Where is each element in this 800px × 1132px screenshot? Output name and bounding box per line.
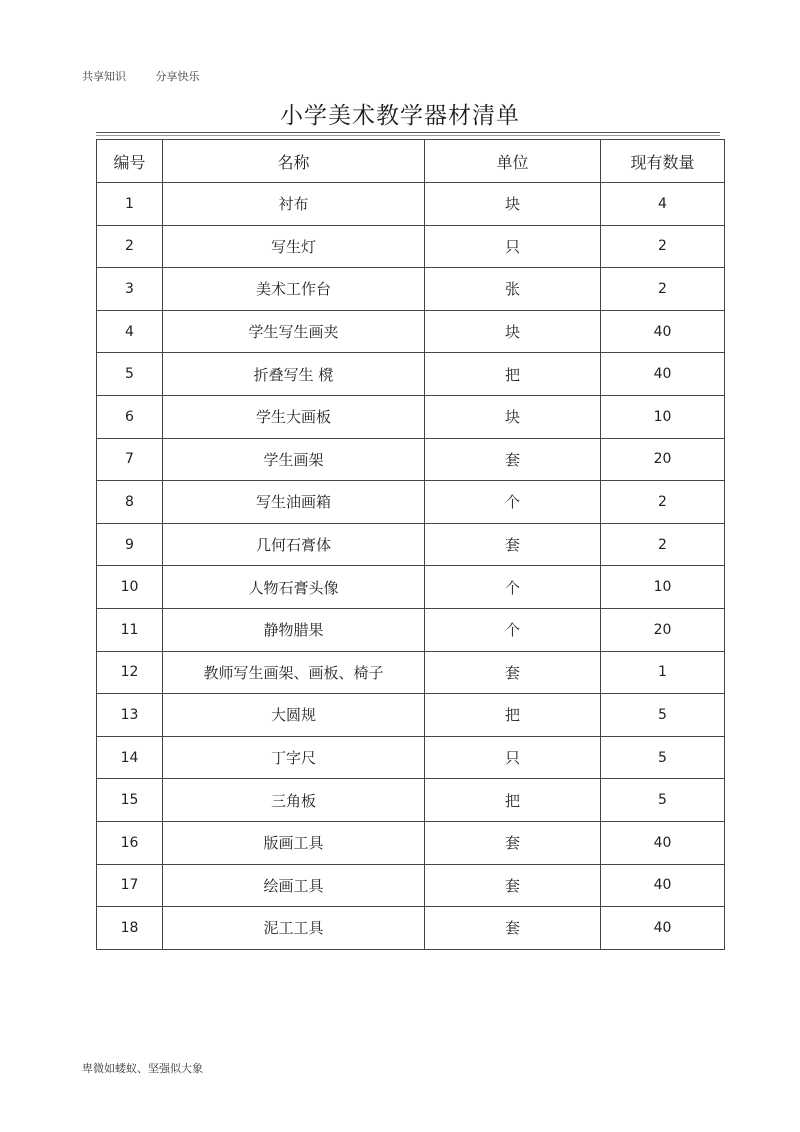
cell-number: 7 [97, 438, 163, 481]
cell-number: 5 [97, 353, 163, 396]
cell-number: 15 [97, 779, 163, 822]
table-row [97, 438, 725, 481]
table-row [97, 736, 725, 779]
cell-number: 3 [97, 268, 163, 311]
cell-unit: 个 [425, 566, 601, 609]
column-header-unit: 单位 [425, 140, 601, 183]
cell-quantity: 40 [601, 864, 725, 907]
cell-unit: 套 [425, 438, 601, 481]
cell-number: 18 [97, 907, 163, 950]
column-header-number: 编号 [97, 140, 163, 183]
cell-name: 衬布 [163, 183, 425, 226]
cell-name: 学生大画板 [163, 395, 425, 438]
cell-quantity: 5 [601, 736, 725, 779]
table-row [97, 608, 725, 651]
table-row [97, 183, 725, 226]
table-row [97, 395, 725, 438]
cell-number: 2 [97, 225, 163, 268]
cell-number: 8 [97, 481, 163, 524]
table-row [97, 225, 725, 268]
table-row [97, 310, 725, 353]
cell-number: 17 [97, 864, 163, 907]
page-title: 小学美术教学器材清单 [280, 103, 520, 129]
equipment-table [96, 139, 725, 950]
cell-unit: 只 [425, 225, 601, 268]
cell-number: 4 [97, 310, 163, 353]
table-row [97, 268, 725, 311]
table-row [97, 523, 725, 566]
cell-quantity: 40 [601, 310, 725, 353]
cell-name: 绘画工具 [163, 864, 425, 907]
cell-number: 10 [97, 566, 163, 609]
cell-number: 11 [97, 608, 163, 651]
cell-quantity: 2 [601, 481, 725, 524]
cell-quantity: 10 [601, 395, 725, 438]
cell-unit: 套 [425, 864, 601, 907]
cell-quantity: 40 [601, 907, 725, 950]
cell-name: 泥工工具 [163, 907, 425, 950]
header-text-1: 共享知识 [82, 70, 126, 83]
page-footer: 卑微如蝼蚁、坚强似大象 [82, 1062, 203, 1075]
cell-unit: 把 [425, 779, 601, 822]
cell-quantity: 2 [601, 268, 725, 311]
cell-quantity: 1 [601, 651, 725, 694]
cell-name: 教师写生画架、画板、椅子 [163, 651, 425, 694]
table-header-row [97, 140, 725, 183]
cell-unit: 个 [425, 608, 601, 651]
table-row [97, 864, 725, 907]
cell-unit: 只 [425, 736, 601, 779]
cell-unit: 个 [425, 481, 601, 524]
cell-unit: 块 [425, 395, 601, 438]
column-header-quantity: 现有数量 [601, 140, 725, 183]
cell-name: 学生写生画夹 [163, 310, 425, 353]
cell-name: 学生画架 [163, 438, 425, 481]
table-row [97, 651, 725, 694]
page-header [82, 68, 226, 84]
cell-name: 折叠写生 櫈 [163, 353, 425, 396]
table-row [97, 566, 725, 609]
table-row [97, 694, 725, 737]
cell-name: 写生灯 [163, 225, 425, 268]
cell-number: 6 [97, 395, 163, 438]
cell-quantity: 20 [601, 608, 725, 651]
cell-unit: 把 [425, 353, 601, 396]
cell-unit: 块 [425, 183, 601, 226]
cell-number: 16 [97, 821, 163, 864]
table-row [97, 779, 725, 822]
table-body [97, 183, 725, 950]
cell-unit: 块 [425, 310, 601, 353]
cell-quantity: 2 [601, 523, 725, 566]
cell-name: 人物石膏头像 [163, 566, 425, 609]
table-row [97, 481, 725, 524]
cell-number: 12 [97, 651, 163, 694]
table-row [97, 907, 725, 950]
title-rule [96, 132, 720, 133]
table-row [97, 821, 725, 864]
cell-number: 13 [97, 694, 163, 737]
cell-quantity: 5 [601, 694, 725, 737]
cell-unit: 套 [425, 821, 601, 864]
cell-number: 1 [97, 183, 163, 226]
cell-name: 大圆规 [163, 694, 425, 737]
table-row [97, 353, 725, 396]
cell-unit: 把 [425, 694, 601, 737]
cell-quantity: 40 [601, 821, 725, 864]
header-text-2: 分享快乐 [155, 70, 200, 83]
cell-name: 静物腊果 [163, 608, 425, 651]
cell-quantity: 40 [601, 353, 725, 396]
cell-quantity: 2 [601, 225, 725, 268]
column-header-name: 名称 [163, 140, 425, 183]
title-rule-secondary [96, 135, 720, 136]
cell-unit: 套 [425, 651, 601, 694]
cell-name: 丁字尺 [163, 736, 425, 779]
cell-number: 14 [97, 736, 163, 779]
cell-unit: 套 [425, 523, 601, 566]
cell-quantity: 4 [601, 183, 725, 226]
cell-name: 版画工具 [163, 821, 425, 864]
cell-quantity: 10 [601, 566, 725, 609]
cell-name: 写生油画箱 [163, 481, 425, 524]
cell-unit: 张 [425, 268, 601, 311]
cell-quantity: 5 [601, 779, 725, 822]
cell-number: 9 [97, 523, 163, 566]
cell-name: 三角板 [163, 779, 425, 822]
cell-quantity: 20 [601, 438, 725, 481]
cell-unit: 套 [425, 907, 601, 950]
cell-name: 美术工作台 [163, 268, 425, 311]
cell-name: 几何石膏体 [163, 523, 425, 566]
